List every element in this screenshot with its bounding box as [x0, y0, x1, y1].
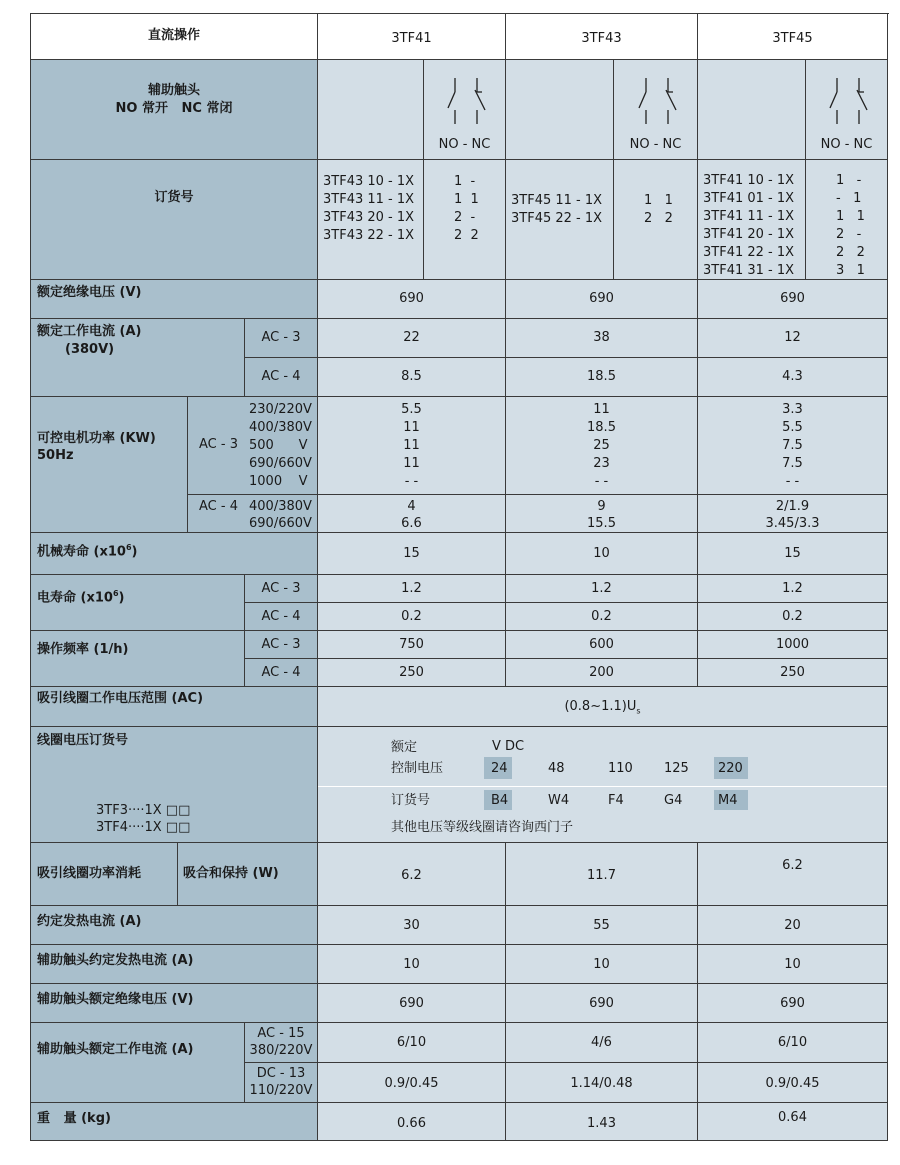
value-text: 55 — [593, 918, 610, 933]
value-text: 0.9/0.45 — [384, 1076, 439, 1091]
order-code: 3TF43 11 - 1X — [323, 192, 415, 207]
cell-text: AC - 4 — [261, 665, 301, 680]
contact-count: 2 2 — [836, 245, 865, 260]
motor-ac3-cell — [188, 397, 318, 495]
coil-order-label — [31, 727, 318, 843]
cell-text: 吸引线圈工作电压范围 (AC) — [37, 691, 204, 706]
value-cell — [318, 945, 506, 984]
order-code: 3TF41 20 - 1X — [703, 227, 795, 242]
coil-code: F4 — [608, 793, 624, 808]
cell-text: 订货号 — [154, 190, 194, 205]
blank-cell — [506, 60, 614, 160]
value-text: 9 — [597, 499, 606, 514]
value-cell — [698, 575, 888, 603]
cell-text: 吸引线圈功率消耗 — [37, 866, 142, 881]
order-code: 3TF43 10 - 1X — [323, 174, 415, 189]
cell-text: 吸合和保持 (W) — [183, 866, 279, 881]
no-nc-contact-icon — [445, 74, 495, 134]
order-codes-cell — [318, 160, 424, 280]
aux-symbol-cell — [614, 60, 698, 160]
value-cell — [506, 659, 698, 687]
coil-code: W4 — [548, 793, 570, 808]
header-title: 直流操作 — [147, 28, 200, 43]
ac4-label-cell — [245, 603, 318, 631]
value-text: 6/10 — [396, 1035, 427, 1050]
value-cell — [318, 358, 506, 397]
cell-text: AC - 15 — [257, 1026, 305, 1041]
value-cell — [318, 1063, 506, 1103]
value-cell — [318, 906, 506, 945]
value-text: 10 — [784, 957, 801, 972]
elec-life-label — [31, 575, 245, 631]
label-main: 机械寿命 (x10 — [37, 544, 126, 560]
value-text: 690 — [399, 291, 424, 306]
value-cell — [698, 1063, 888, 1103]
no-nc-label: NO - NC — [820, 137, 873, 152]
value-cell — [318, 533, 506, 575]
voltage-text: 500 V — [249, 438, 308, 453]
cell-text: AC - 3 — [261, 637, 301, 652]
voltage-text: 1000 V — [249, 474, 308, 489]
value-text: 0.66 — [397, 1116, 426, 1131]
aux-symbol-cell — [424, 60, 506, 160]
thermal-current-label — [31, 906, 318, 945]
no-nc-label: NO - NC — [438, 137, 491, 152]
voltage-text: 400/380V — [249, 420, 312, 435]
model-name: 3TF43 — [581, 31, 622, 46]
voltage-value: 220 — [718, 761, 743, 776]
motor-ac4-values — [506, 495, 698, 533]
value-text: 3.3 — [782, 402, 803, 417]
order-codes-cell — [698, 160, 806, 280]
contact-count: 3 1 — [836, 263, 865, 278]
value-text: 30 — [403, 918, 420, 933]
value-cell — [506, 533, 698, 575]
value-text: 10 — [593, 957, 610, 972]
aux-dc-label — [245, 1063, 318, 1103]
ac4-label-cell — [245, 659, 318, 687]
order-code: 3TF43 22 - 1X — [323, 228, 415, 243]
cell-text: 额定工作电流 (A) — [37, 324, 142, 339]
voltage-value: 48 — [548, 761, 565, 776]
model-header-cell — [318, 14, 506, 60]
contact-count: 1 1 — [454, 192, 479, 207]
label-sup: 6 — [112, 589, 119, 598]
value-text: 200 — [589, 665, 614, 680]
cell-text: 额定 — [391, 740, 418, 755]
value-text: 11 — [593, 402, 610, 417]
contact-count: 1 1 — [644, 193, 673, 208]
cell-text: 110/220V — [249, 1083, 313, 1098]
blank-cell — [318, 60, 424, 160]
value-cell — [506, 631, 698, 659]
value-text: 8.5 — [401, 369, 422, 384]
aux-contacts-label — [31, 60, 318, 160]
cell-text: 重 量 (kg) — [37, 1111, 111, 1126]
cell-text: 辅助触头约定发热电流 (A) — [37, 953, 194, 968]
motor-ac3-values — [506, 397, 698, 495]
value-cell — [698, 984, 888, 1023]
value-text: 1.2 — [782, 581, 803, 596]
value-cell — [698, 843, 888, 906]
cell-text: 辅助触头额定绝缘电压 (V) — [37, 992, 194, 1007]
label-sup: 6 — [125, 543, 132, 552]
cell-text: AC - 3 — [261, 330, 301, 345]
contact-count: 2 - — [836, 227, 862, 242]
value-cell — [318, 631, 506, 659]
cell-text: 380/220V — [249, 1043, 313, 1058]
order-code: 3TF43 20 - 1X — [323, 210, 415, 225]
order-contacts-cell — [614, 160, 698, 280]
contact-count: 2 - — [454, 210, 476, 225]
value-text: 11 — [403, 456, 420, 471]
aux-ac-label — [245, 1023, 318, 1063]
value-text: 0.2 — [782, 609, 803, 624]
value-text: 5.5 — [782, 420, 803, 435]
value-cell — [698, 659, 888, 687]
order-code: 3TF41 11 - 1X — [703, 209, 795, 224]
cell-text: AC - 4 — [261, 369, 301, 384]
value-cell — [698, 631, 888, 659]
blank-cell — [698, 60, 806, 160]
cell-text: 可控电机功率 (KW) — [37, 431, 156, 446]
cell-text: 额定绝缘电压 (V) — [37, 285, 142, 300]
motor-ac3-values — [318, 397, 506, 495]
value-text: 10 — [403, 957, 420, 972]
contact-count: 2 2 — [454, 228, 479, 243]
motor-ac4-cell — [188, 495, 318, 533]
value-text: 690 — [780, 291, 805, 306]
range-main: (0.8~1.1)U — [564, 699, 637, 714]
cell-text: AC - 3 — [199, 437, 238, 452]
op-freq-label — [31, 631, 245, 687]
value-cell — [506, 1103, 698, 1141]
value-text: 1.2 — [591, 581, 612, 596]
order-codes-cell — [506, 160, 614, 280]
voltage-text: 230/220V — [249, 402, 312, 417]
aux-insulation-label — [31, 984, 318, 1023]
value-text: 11 — [403, 420, 420, 435]
motor-ac4-values — [318, 495, 506, 533]
value-text: 1.14/0.48 — [570, 1076, 633, 1091]
value-cell — [318, 280, 506, 319]
range-sub: s — [636, 706, 641, 716]
ac3-label-cell — [245, 575, 318, 603]
value-cell — [318, 603, 506, 631]
value-cell — [698, 280, 888, 319]
value-text: 10 — [593, 546, 610, 561]
value-text: 690 — [780, 996, 805, 1011]
value-cell — [698, 1103, 888, 1141]
coil-code: B4 — [491, 793, 509, 808]
value-cell — [506, 358, 698, 397]
value-text: 600 — [589, 637, 614, 652]
value-text: 12 — [784, 330, 801, 345]
ac3-label-cell — [245, 319, 318, 358]
value-text: 22 — [403, 330, 420, 345]
value-text: 15 — [403, 546, 420, 561]
order-code: 3TF45 11 - 1X — [511, 193, 603, 208]
value-cell — [506, 843, 698, 906]
value-cell — [506, 319, 698, 358]
cell-text: 控制电压 — [391, 761, 444, 776]
contact-count: 1 1 — [836, 209, 865, 224]
coil-range-text — [318, 698, 887, 721]
value-cell — [698, 603, 888, 631]
coil-range-label — [31, 687, 318, 727]
order-code: 3TF41 31 - 1X — [703, 263, 795, 278]
value-cell — [506, 603, 698, 631]
value-text: 0.2 — [401, 609, 422, 624]
cell-text: AC - 4 — [199, 499, 238, 514]
cell-text: 线圈电压订货号 — [37, 733, 129, 748]
divider — [318, 786, 887, 787]
value-cell — [698, 1023, 888, 1063]
order-code: 3TF41 10 - 1X — [703, 173, 795, 188]
cell-text: 其他电压等级线圈请咨询西门子 — [391, 820, 574, 835]
value-text: 7.5 — [782, 456, 803, 471]
contact-count: 1 - — [836, 173, 862, 188]
value-text: 11 — [403, 438, 420, 453]
cell-text: AC - 3 — [261, 581, 301, 596]
aux-symbol-cell — [806, 60, 888, 160]
value-text: 4 — [407, 499, 416, 514]
value-text: 1.2 — [401, 581, 422, 596]
value-text: 38 — [593, 330, 610, 345]
model-name: 3TF41 — [391, 31, 432, 46]
model-header-cell — [506, 14, 698, 60]
voltage-text: 690/660V — [249, 516, 312, 531]
cell-text: V DC — [492, 739, 525, 754]
coil-order-cell — [318, 727, 888, 843]
aux-current-label — [31, 1023, 245, 1103]
value-text: 0.9/0.45 — [765, 1076, 820, 1091]
value-text: 18.5 — [587, 420, 616, 435]
order-number-label — [31, 160, 318, 280]
value-text: 6.2 — [782, 858, 803, 873]
value-text: 3.45/3.3 — [765, 516, 820, 531]
coil-power-sublabel — [178, 843, 318, 906]
value-text: 250 — [399, 665, 424, 680]
value-text: 20 — [784, 918, 801, 933]
value-text: 6.6 — [401, 516, 422, 531]
order-contacts-cell — [424, 160, 506, 280]
value-cell — [506, 984, 698, 1023]
cell-text: 约定发热电流 (A) — [37, 914, 142, 929]
rated-insulation-label — [31, 280, 318, 319]
value-cell — [318, 1103, 506, 1141]
voltage-value: 110 — [608, 761, 633, 776]
value-text: - - — [404, 474, 419, 489]
cell-text: DC - 13 — [256, 1066, 306, 1081]
value-text: 7.5 — [782, 438, 803, 453]
value-cell — [318, 843, 506, 906]
order-code: 3TF41 22 - 1X — [703, 245, 795, 260]
value-cell — [506, 1023, 698, 1063]
value-text: 2/1.9 — [775, 499, 810, 514]
label-main: 电寿命 (x10 — [37, 590, 113, 606]
value-text: 690 — [399, 996, 424, 1011]
cell-text: NO 常开 NC 常闭 — [115, 101, 233, 116]
value-text: 690 — [589, 996, 614, 1011]
value-text: 0.64 — [778, 1110, 807, 1125]
value-cell — [698, 319, 888, 358]
value-text: 250 — [780, 665, 805, 680]
order-code: 3TF41 01 - 1X — [703, 191, 795, 206]
value-cell — [698, 906, 888, 945]
label-end: ) — [131, 544, 138, 560]
no-nc-contact-icon — [827, 74, 877, 134]
value-text: 4.3 — [782, 369, 803, 384]
model-header-cell — [698, 14, 888, 60]
cell-text: 操作频率 (1/h) — [37, 642, 129, 657]
cell-text: 50Hz — [37, 448, 74, 463]
value-text: 15 — [784, 546, 801, 561]
value-text: 0.2 — [591, 609, 612, 624]
weight-label — [31, 1103, 318, 1141]
aux-thermal-label — [31, 945, 318, 984]
cell-text: (380V) — [65, 342, 115, 357]
value-cell — [506, 906, 698, 945]
value-text: 4/6 — [591, 1035, 612, 1050]
value-text: 1000 — [775, 637, 810, 652]
cell-text: 辅助触头额定工作电流 (A) — [37, 1042, 194, 1057]
no-nc-label: NO - NC — [629, 137, 682, 152]
header-title-cell — [31, 14, 318, 60]
value-text: 15.5 — [587, 516, 616, 531]
motor-power-label — [31, 397, 188, 533]
value-cell — [506, 945, 698, 984]
cell-text: 辅助触头 — [147, 83, 200, 98]
value-text: 18.5 — [587, 369, 616, 384]
value-cell — [506, 575, 698, 603]
value-text: 1.43 — [587, 1116, 616, 1131]
order-contacts-cell — [806, 160, 888, 280]
value-text: 690 — [589, 291, 614, 306]
cell-text: 3TF4····1X □□ — [96, 820, 191, 835]
value-text: 6.2 — [401, 868, 422, 883]
label-end: ) — [118, 590, 125, 606]
rated-current-label — [31, 319, 245, 397]
motor-ac4-values — [698, 495, 888, 533]
value-cell — [318, 1023, 506, 1063]
coil-power-label — [31, 843, 178, 906]
value-text: 23 — [593, 456, 610, 471]
value-cell — [698, 945, 888, 984]
model-name: 3TF45 — [772, 31, 813, 46]
value-text: 25 — [593, 438, 610, 453]
voltage-value: 24 — [491, 761, 508, 776]
motor-ac3-values — [698, 397, 888, 495]
contact-count: 2 2 — [644, 211, 673, 226]
cell-text: 3TF3····1X □□ — [96, 803, 191, 818]
label-text — [37, 539, 137, 561]
value-text: - - — [785, 474, 800, 489]
cell-text: AC - 4 — [261, 609, 301, 624]
value-cell — [698, 533, 888, 575]
value-text: 6/10 — [777, 1035, 808, 1050]
value-cell — [698, 358, 888, 397]
value-cell — [318, 984, 506, 1023]
value-text: 5.5 — [401, 402, 422, 417]
contact-count: - 1 — [836, 191, 862, 206]
mech-life-label — [31, 533, 318, 575]
ac3-label-cell — [245, 631, 318, 659]
value-cell — [318, 575, 506, 603]
no-nc-contact-icon — [636, 74, 686, 134]
order-code: 3TF45 22 - 1X — [511, 211, 603, 226]
coil-code: G4 — [664, 793, 683, 808]
voltage-value: 125 — [664, 761, 689, 776]
value-cell — [318, 319, 506, 358]
label-text — [37, 585, 124, 607]
ac4-label-cell — [245, 358, 318, 397]
coil-code: M4 — [718, 793, 738, 808]
value-text: 11.7 — [587, 868, 616, 883]
voltage-text: 400/380V — [249, 499, 312, 514]
coil-range-value — [318, 687, 888, 727]
value-cell — [318, 659, 506, 687]
cell-text: 订货号 — [391, 793, 431, 808]
value-cell — [506, 280, 698, 319]
voltage-text: 690/660V — [249, 456, 312, 471]
value-text: - - — [594, 474, 609, 489]
contact-count: 1 - — [454, 174, 476, 189]
value-cell — [506, 1063, 698, 1103]
value-text: 750 — [399, 637, 424, 652]
